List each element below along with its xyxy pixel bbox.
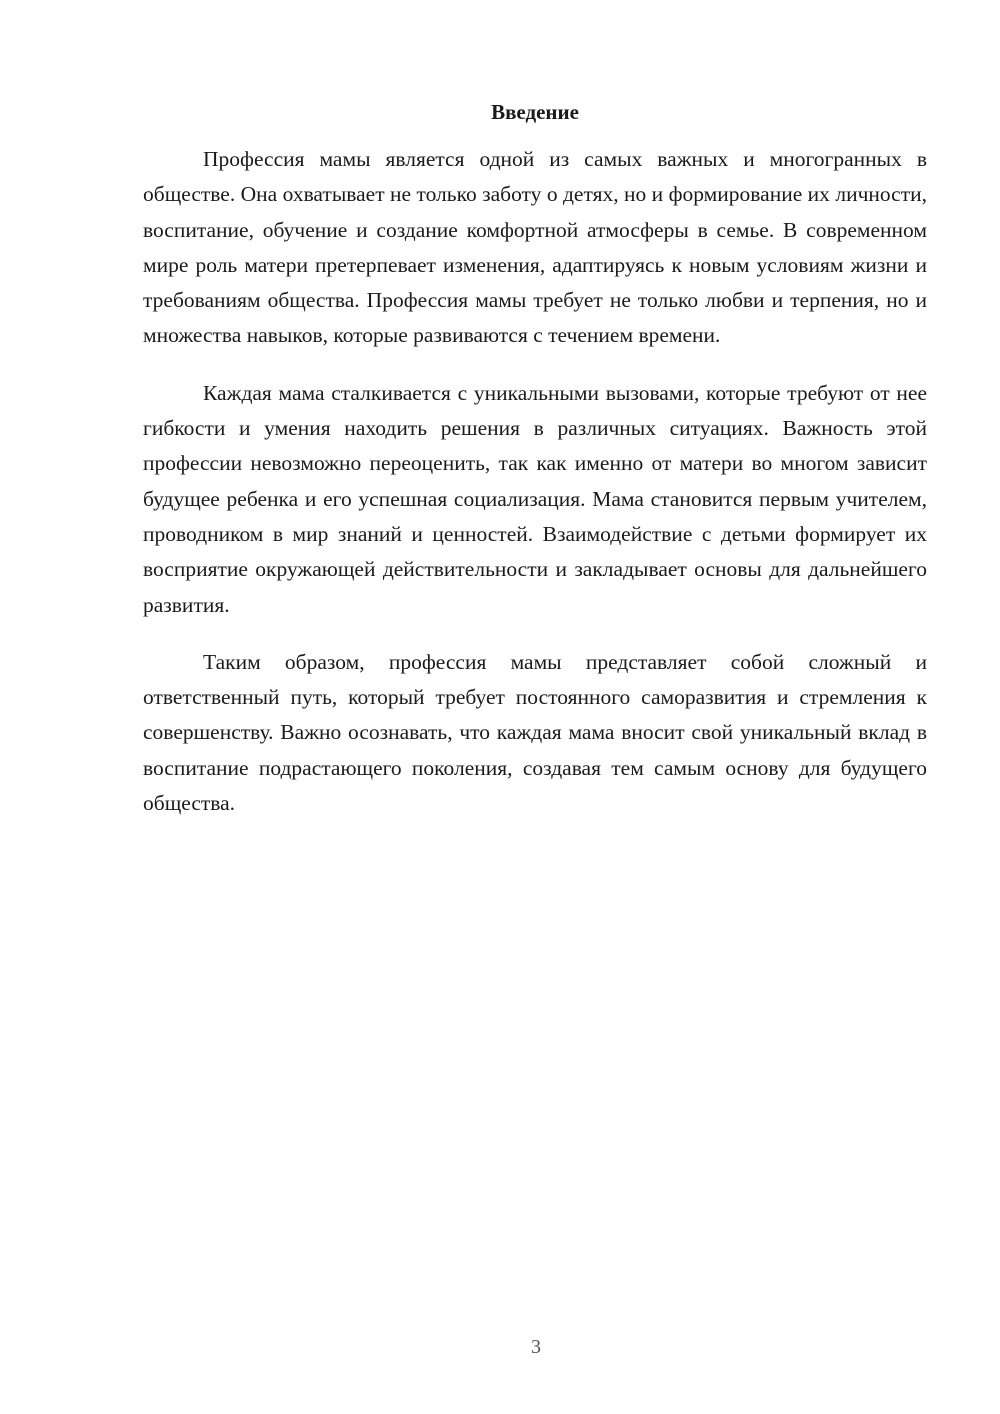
- paragraph: Каждая мама сталкивается с уникальными вызовами, которые требуют от нее гибкости и умения находить решения в различных ситуациях. Важность этой профессии невозможно переоценить, так как именно от матери во многом зависит будущее ребенка и его успешная социализация. Мама становится первым учителем, проводником в мир знаний и ценностей. Взаимодействие с детьми формирует их восприятие окружающей действительности и закладывает основы для дальнейшего развития.: [143, 380, 927, 617]
- paragraph: Профессия мамы является одной из самых важных и многогранных в обществе. Она охватывает не только заботу о детях, но и формирование их личности, воспитание, обучение и создание комфортной атмосферы в семье. В современном мире роль матери претерпевает изменения, адаптируясь к новым условиям жизни и требованиям общества. Профессия мамы требует не только любви и терпения, но и множества навыков, которые развиваются с течением времени.: [143, 147, 927, 348]
- section-title: Введение: [491, 100, 579, 124]
- page-number: 3: [531, 1336, 541, 1358]
- section-body: [143, 142, 927, 843]
- paragraph: Таким образом, профессия мамы представляет собой сложный и ответственный путь, который требует постоянного саморазвития и стремления к совершенству. Важно осознавать, что каждая мама вносит свой уникальный вклад в воспитание подрастающего поколения, создавая тем самым основу для будущего общества.: [143, 649, 927, 816]
